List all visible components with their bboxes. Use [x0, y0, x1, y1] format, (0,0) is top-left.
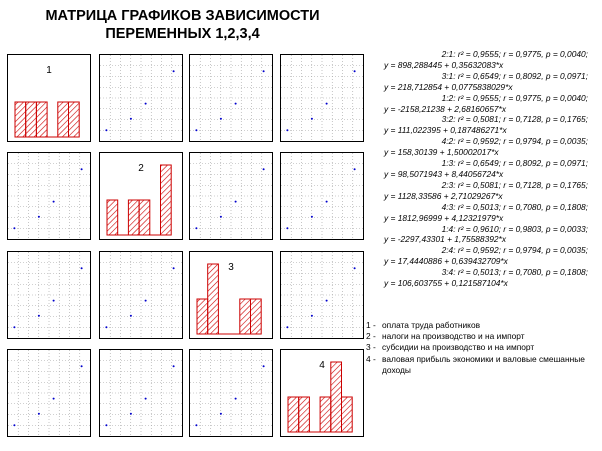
regression-stats-line: 1:4: r² = 0,9610; r = 0,9803, p = 0,0033;	[441, 223, 588, 234]
histogram-cell-4	[280, 349, 364, 437]
scatter-point	[81, 365, 83, 367]
scatter-point	[286, 129, 288, 131]
scatter-point	[195, 424, 197, 426]
scatter-point	[13, 326, 15, 328]
scatter-point	[263, 168, 265, 170]
histogram-bar	[342, 397, 353, 432]
histogram-bar	[240, 299, 251, 334]
variable-label-4: 4	[319, 360, 325, 371]
regression-equation: y = 158,30139 + 1,50002017*x	[384, 147, 499, 158]
scatter-point	[145, 103, 147, 105]
scatter-point	[105, 424, 107, 426]
scatter-cell-2-4	[280, 152, 364, 240]
legend-name: валовая прибыль экономики и валовые смешанные доходы	[382, 353, 585, 375]
chart-title-line-1: МАТРИЦА ГРАФИКОВ ЗАВИСИМОСТИ	[45, 8, 320, 24]
regression-stats	[372, 49, 600, 289]
regression-equation: y = 1812,96999 + 4,12321979*x	[384, 212, 504, 223]
regression-stats-line: 3:4: r² = 0,5013; r = 0,7080, p = 0,1808;	[441, 267, 588, 278]
regression-stats-line: 2:3: r² = 0,5081; r = 0,7128, p = 0,1765;	[441, 179, 588, 190]
histogram-bar	[251, 299, 262, 334]
histogram-bar	[208, 264, 219, 334]
legend-name: субсидии на производство и на импорт	[382, 342, 535, 353]
scatter-cell-1-3	[189, 54, 273, 142]
histogram-bar	[320, 397, 331, 432]
scatter-point	[105, 129, 107, 131]
variable-label-2: 2	[138, 163, 144, 174]
scatter-point	[286, 227, 288, 229]
scatter-cell-3-1	[7, 251, 91, 339]
histogram-bar	[331, 362, 342, 432]
scatter-point	[326, 103, 328, 105]
scatter-point	[145, 300, 147, 302]
scatter-point	[173, 365, 175, 367]
scatter-point	[220, 216, 222, 218]
scatter-point	[311, 315, 313, 317]
scatter-point	[263, 365, 265, 367]
histogram-bar	[128, 200, 139, 235]
legend-item	[366, 331, 600, 342]
scatter-point	[81, 267, 83, 269]
histogram-bar	[107, 200, 118, 235]
regression-stats-line: 2:4: r² = 0,9592; r = 0,9794, p = 0,0035;	[441, 245, 588, 256]
histogram-bar	[15, 102, 26, 137]
scatter-point	[53, 201, 55, 203]
legend-number: 3 -	[366, 342, 376, 353]
regression-equation: y = 17,4440886 + 0,639432709*x	[384, 256, 508, 267]
scatter-point	[105, 326, 107, 328]
scatter-cell-3-2	[99, 251, 183, 339]
scatter-point	[354, 168, 356, 170]
histogram-bar	[139, 200, 150, 235]
scatter-point	[53, 300, 55, 302]
regression-stats-line: 2:1: r² = 0,9555; r = 0,9775, p = 0,0040;	[441, 49, 588, 59]
scatter-point	[354, 267, 356, 269]
regression-equation: y = 106,603755 + 0,121587104*x	[384, 278, 508, 289]
regression-equation: y = 1128,33586 + 2,71029267*x	[384, 190, 503, 201]
legend-number: 1 -	[366, 320, 376, 330]
regression-stats-line: 1:2: r² = 0,9555; r = 0,9775, p = 0,0040;	[441, 92, 588, 103]
histogram-bar	[197, 299, 208, 334]
scatter-point	[235, 398, 237, 400]
scatter-point	[38, 315, 40, 317]
regression-equation: y = 898,288445 + 0,35632083*x	[384, 59, 504, 70]
scatter-point	[220, 413, 222, 415]
scatter-point	[220, 118, 222, 120]
variable-legend	[366, 320, 600, 376]
histogram-cell-3	[189, 251, 273, 339]
scatter-point	[81, 168, 83, 170]
scatter-point	[311, 118, 313, 120]
scatter-point	[173, 70, 175, 72]
scatter-point	[130, 118, 132, 120]
scatter-cell-1-2	[99, 54, 183, 142]
scatter-point	[311, 216, 313, 218]
legend-name: оплата труда работников	[382, 320, 481, 330]
scatter-point	[286, 326, 288, 328]
scatter-point	[53, 398, 55, 400]
scatter-point	[13, 227, 15, 229]
scatter-point	[195, 227, 197, 229]
scatter-point	[263, 70, 265, 72]
regression-equation: y = 218,712854 + 0,0775838029*x	[384, 81, 513, 92]
regression-stats-line: 4:3: r² = 0,5013; r = 0,7080, p = 0,1808;	[441, 201, 588, 212]
scatter-point	[326, 201, 328, 203]
scatter-cell-2-3	[189, 152, 273, 240]
variable-label-1: 1	[46, 65, 52, 76]
regression-equation: y = 98,5071943 + 8,44056724*x	[384, 168, 504, 179]
regression-stats-line: 1:3: r² = 0,6549; r = 0,8092, p = 0,0971;	[441, 158, 588, 169]
regression-equation: y = -2297,43301 + 1,75588392*x	[384, 234, 507, 245]
legend-name: налоги на производство и на импорт	[382, 331, 525, 342]
scatter-point	[235, 103, 237, 105]
legend-number: 2 -	[366, 331, 376, 342]
scatter-point	[326, 300, 328, 302]
scatter-point	[130, 413, 132, 415]
regression-stats-line: 3:2: r² = 0,5081; r = 0,7128, p = 0,1765;	[441, 114, 588, 125]
chart-title-line-2: ПЕРЕМЕННЫХ 1,2,3,4	[105, 26, 260, 42]
scatter-point	[173, 267, 175, 269]
scatter-cell-4-3	[189, 349, 273, 437]
scatter-cell-1-4	[280, 54, 364, 142]
scatter-point	[130, 315, 132, 317]
histogram-cell-2	[99, 152, 183, 240]
histogram-bar	[26, 102, 37, 137]
scatter-cell-3-4	[280, 251, 364, 339]
regression-equation: y = -2158,21238 + 2,68160657*x	[384, 103, 507, 114]
variable-label-3: 3	[228, 262, 234, 273]
scatter-cell-2-1	[7, 152, 91, 240]
scatter-cell-4-2	[99, 349, 183, 437]
histogram-bar	[58, 102, 69, 137]
histogram-bar	[288, 397, 299, 432]
histogram-cell-1	[7, 54, 91, 142]
legend-number: 4 -	[366, 353, 376, 364]
histogram-bar	[161, 165, 172, 235]
histogram-bar	[36, 102, 47, 137]
legend-item	[366, 342, 600, 353]
scatter-point	[235, 201, 237, 203]
legend-item	[366, 354, 600, 376]
histogram-bar	[69, 102, 80, 137]
histogram-bar	[299, 397, 310, 432]
scatter-point	[38, 216, 40, 218]
scatter-point	[145, 398, 147, 400]
scatter-point	[354, 70, 356, 72]
regression-equation: y = 111,022395 + 0,187486271*x	[384, 125, 507, 136]
regression-stats-line: 3:1: r² = 0,6549; r = 0,8092, p = 0,0971;	[441, 70, 588, 81]
scatter-cell-4-1	[7, 349, 91, 437]
scatter-point	[195, 129, 197, 131]
scatter-point	[38, 413, 40, 415]
regression-stats-line: 4:2: r² = 0,9592; r = 0,9794, p = 0,0035;	[441, 136, 588, 147]
scatter-point	[13, 424, 15, 426]
legend-item	[366, 320, 600, 331]
